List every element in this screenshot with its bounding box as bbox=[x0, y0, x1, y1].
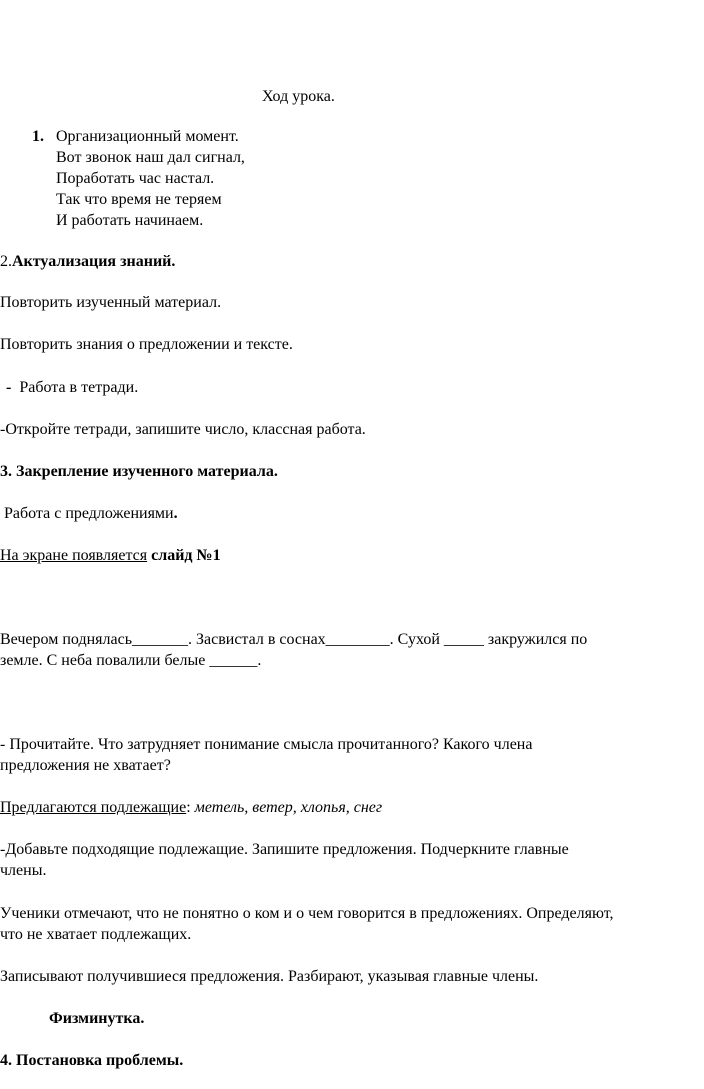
sentences-work-text: Работа с предложениями bbox=[4, 505, 174, 522]
section-3-heading: 3. Закрепление изученного материала. bbox=[0, 463, 278, 480]
poem-line: Так что время не теряем bbox=[56, 191, 222, 208]
exercise-line-2: земле. С неба повалили белые ______. bbox=[0, 652, 262, 669]
question-line-2: предложения не хватает? bbox=[0, 757, 171, 774]
subjects-words: метель, ветер, хлопья, снег bbox=[194, 799, 383, 816]
write-sentences: Записывают получившиеся предложения. Разбирают, указывая главные члены. bbox=[0, 968, 539, 985]
section-2-heading bbox=[0, 251, 175, 272]
add-subjects-line-1: -Добавьте подходящие подлежащие. Запишите предложения. Подчеркните главные bbox=[0, 841, 569, 858]
sentences-work-dot: . bbox=[173, 505, 178, 522]
list-dash: - bbox=[6, 379, 12, 396]
students-note-line-1: Ученики отмечают, что не понятно о ком и о чем говорится в предложениях. Определяют, bbox=[0, 905, 614, 922]
paragraph-repeat-material: Повторить изученный материал. bbox=[0, 294, 222, 311]
poem-line: Поработать час настал. bbox=[56, 170, 215, 187]
subjects-label: Предлагаются подлежащие bbox=[0, 799, 187, 816]
section-2-number: 2. bbox=[0, 253, 12, 270]
slide-announcement bbox=[0, 545, 221, 566]
subjects-offered bbox=[0, 797, 382, 818]
paragraph-notebook-work bbox=[6, 377, 138, 398]
fizminutka-heading: Физминутка. bbox=[49, 1010, 145, 1027]
question-line-1: - Прочитайте. Что затрудняет понимание смысла прочитанного? Какого члена bbox=[0, 736, 533, 753]
section-4-heading: 4. Постановка проблемы. bbox=[0, 1052, 184, 1069]
exercise-line-1: Вечером поднялась_______. Засвистал в соснах________. Сухой _____ закружился по bbox=[0, 631, 588, 648]
section-2-title: Актуализация знаний. bbox=[12, 253, 176, 270]
poem-line: Вот звонок наш дал сигнал, bbox=[56, 149, 245, 166]
item-number-1: 1. bbox=[32, 128, 44, 145]
paragraph-sentences-work bbox=[4, 503, 178, 524]
poem-line: Организационный момент. bbox=[56, 128, 239, 145]
notebook-work-text: Работа в тетради. bbox=[19, 379, 139, 396]
subjects-colon: : bbox=[186, 799, 191, 816]
paragraph-open-notebooks: -Откройте тетради, запишите число, классная работа. bbox=[0, 421, 366, 438]
slide-number: слайд №1 bbox=[151, 547, 221, 564]
paragraph-repeat-knowledge: Повторить знания о предложении и тексте. bbox=[0, 336, 293, 353]
slide-announcement-text: На экране появляется bbox=[0, 547, 148, 564]
students-note-line-2: что не хватает подлежащих. bbox=[0, 926, 192, 943]
add-subjects-line-2: члены. bbox=[0, 862, 47, 879]
page-title: Ход урока. bbox=[262, 88, 335, 105]
organizational-moment-block bbox=[56, 126, 245, 231]
poem-line: И работать начинаем. bbox=[56, 212, 204, 229]
